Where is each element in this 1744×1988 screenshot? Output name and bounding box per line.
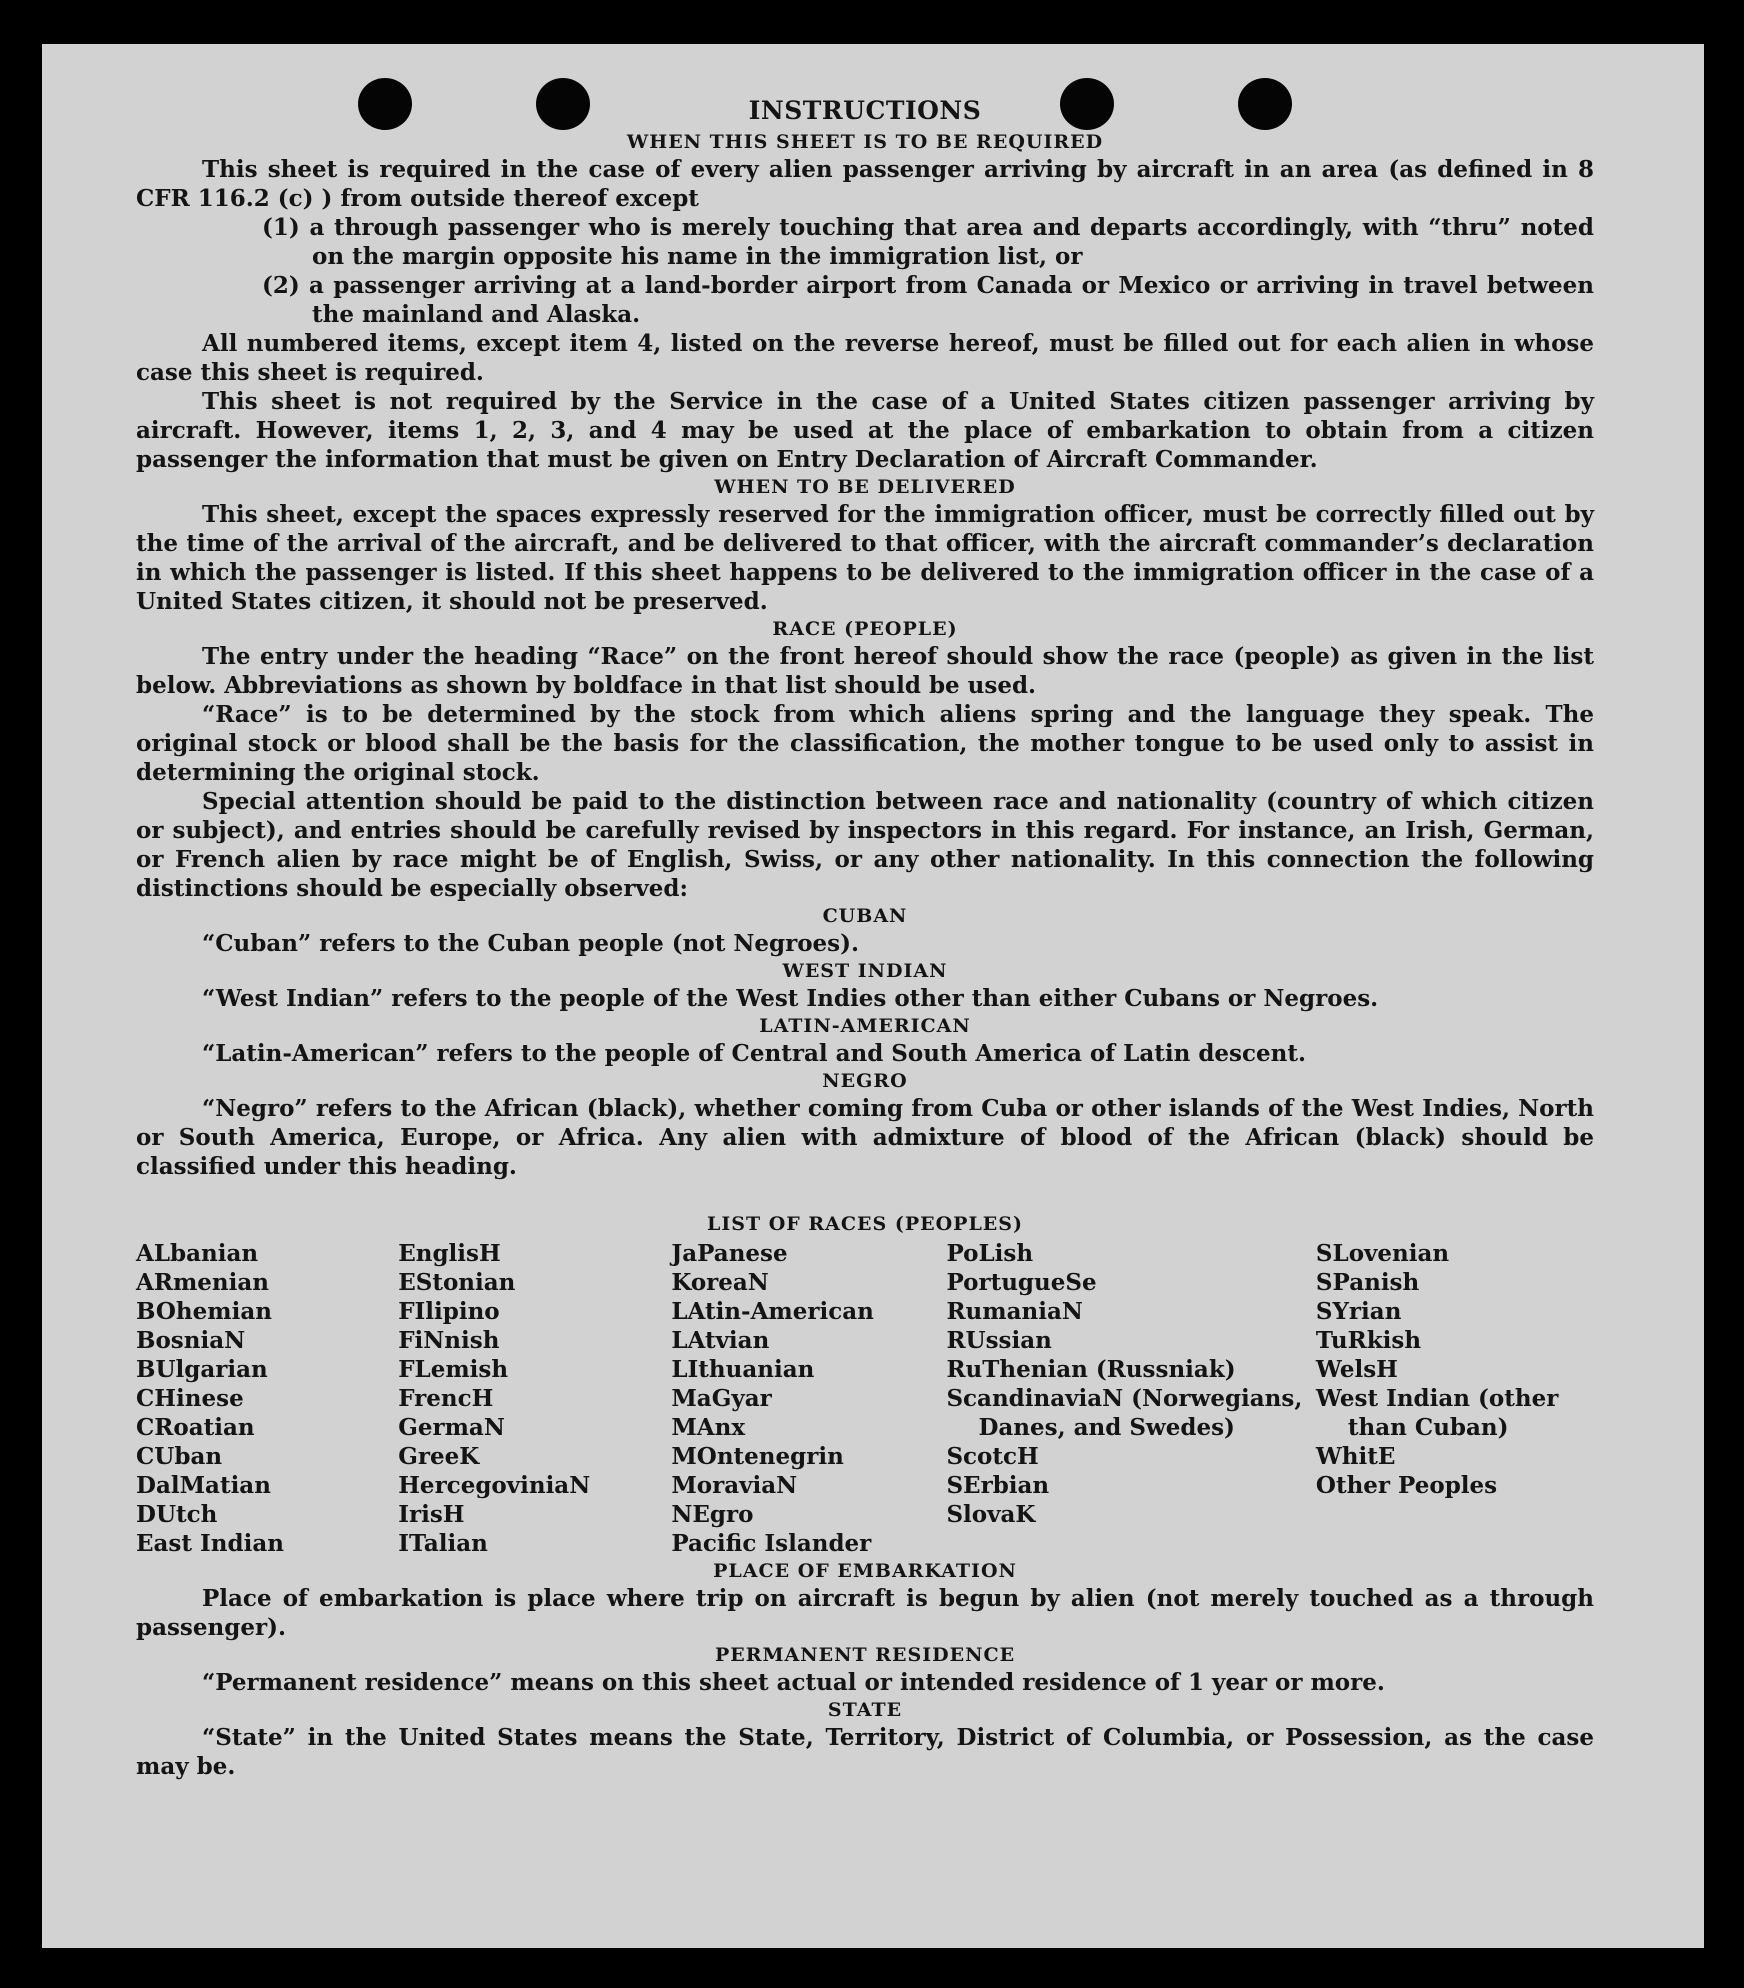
- paragraph: All numbered items, except item 4, listed on the reverse hereof, must be filled out for each alien in whose case this sheet is required.: [136, 330, 1594, 386]
- page-title: INSTRUCTIONS: [748, 96, 982, 125]
- punch-hole: [536, 78, 590, 130]
- section-heading-delivered: WHEN TO BE DELIVERED: [714, 476, 1016, 498]
- punch-hole: [1238, 78, 1292, 130]
- race-item: EnglisH: [398, 1240, 501, 1267]
- race-item: KoreaN: [671, 1269, 769, 1296]
- paragraph: “State” in the United States means the State, Territory, District of Columbia, or Possession, as the case may be.: [136, 1724, 1594, 1780]
- race-item: FLemish: [398, 1356, 509, 1383]
- race-item: SLovenian: [1315, 1240, 1450, 1267]
- list-item: (1) a through passenger who is merely touching that area and departs accordingly, with “thru” noted on the margin opposite his name in the immigration list, or: [262, 214, 1594, 270]
- race-item: West Indian (other than Cuban): [1315, 1385, 1559, 1441]
- race-item: BOhemian: [136, 1298, 272, 1325]
- paragraph: This sheet is not required by the Service in the case of a United States citizen passenger arriving by aircraft. However, items 1, 2, 3, and 4 may be used at the place of embarkation to obtain from a citizen passenger the information that must be given on Entry Declaration of Aircraft Commander.: [136, 388, 1594, 473]
- section-heading-residence: PERMANENT RESIDENCE: [714, 1644, 1016, 1666]
- race-item: Pacific Islander: [671, 1530, 872, 1557]
- race-item: MOntenegrin: [671, 1443, 844, 1470]
- paragraph: Special attention should be paid to the distinction between race and nationality (country of which citizen or subject), and entries should be carefully revised by inspectors in this regard. For instance, an Irish, German, or French alien by race might be of English, Swiss, or any other nationality. In this connection the following distinctions should be especially observed:: [136, 788, 1594, 902]
- race-item: DUtch: [136, 1501, 218, 1528]
- section-heading-state: STATE: [827, 1699, 903, 1721]
- document-page: [42, 44, 1704, 1948]
- race-item: MoraviaN: [671, 1472, 798, 1499]
- race-item: WelsH: [1315, 1356, 1398, 1383]
- races-list: [136, 1239, 1594, 1558]
- race-item: CUban: [136, 1443, 223, 1470]
- race-item: FrencH: [398, 1385, 494, 1412]
- race-item: JaPanese: [671, 1240, 788, 1267]
- race-item: Other Peoples: [1315, 1472, 1498, 1499]
- race-item: SErbian: [946, 1472, 1050, 1499]
- race-item: RuThenian (Russniak): [946, 1356, 1236, 1383]
- race-item: BUlgarian: [136, 1356, 268, 1383]
- race-item: MAnx: [671, 1414, 746, 1441]
- section-heading-latin-american: LATIN-AMERICAN: [759, 1015, 971, 1037]
- section-heading-races-list: LIST OF RACES (PEOPLES): [707, 1213, 1023, 1235]
- race-item: PortugueSe: [946, 1269, 1097, 1296]
- race-item: CHinese: [136, 1385, 244, 1412]
- race-item: ALbanian: [136, 1240, 259, 1267]
- section-heading-embarkation: PLACE OF EMBARKATION: [713, 1560, 1017, 1582]
- section-heading-race: RACE (PEOPLE): [772, 618, 958, 640]
- race-item: GreeK: [398, 1443, 480, 1470]
- paragraph: This sheet, except the spaces expressly reserved for the immigration officer, must be correctly filled out by the time of the arrival of the aircraft, and be delivered to that officer, with the aircraft commander’s declaration in which the passenger is listed. If this sheet happens to be delivered to the immigration officer in the case of a United States citizen, it should not be preserved.: [136, 501, 1594, 615]
- race-item: SPanish: [1315, 1269, 1420, 1296]
- section-heading-required: WHEN THIS SHEET IS TO BE REQUIRED: [626, 131, 1104, 153]
- races-column-2: [398, 1239, 671, 1558]
- paragraph: “Latin-American” refers to the people of Central and South America of Latin descent.: [202, 1040, 1306, 1067]
- list-item: (2) a passenger arriving at a land-border airport from Canada or Mexico or arriving in travel between the mainland and Alaska.: [262, 272, 1594, 328]
- race-item: IrisH: [398, 1501, 465, 1528]
- races-column-3: [671, 1239, 946, 1558]
- race-item: NEgro: [671, 1501, 754, 1528]
- paragraph: This sheet is required in the case of every alien passenger arriving by aircraft in an area (as defined in 8 CFR 116.2 (c) ) from outside thereof except: [136, 156, 1594, 212]
- race-item: ARmenian: [136, 1269, 270, 1296]
- race-item: DalMatian: [136, 1472, 271, 1499]
- race-item: LIthuanian: [671, 1356, 815, 1383]
- section-heading-west-indian: WEST INDIAN: [782, 960, 948, 982]
- race-item: SlovaK: [946, 1501, 1036, 1528]
- paragraph: “Negro” refers to the African (black), whether coming from Cuba or other islands of the West Indies, North or South America, Europe, or Africa. Any alien with admixture of blood of the African (black) should be classified under this heading.: [136, 1095, 1594, 1180]
- race-item: WhitE: [1315, 1443, 1396, 1470]
- race-item: HercegoviniaN: [398, 1472, 591, 1499]
- race-item: TuRkish: [1315, 1327, 1422, 1354]
- paragraph: “West Indian” refers to the people of the West Indies other than either Cubans or Negroes.: [202, 985, 1379, 1012]
- race-item: CRoatian: [136, 1414, 255, 1441]
- punch-hole: [358, 78, 412, 130]
- race-item: RUssian: [946, 1327, 1052, 1354]
- section-heading-cuban: CUBAN: [822, 905, 908, 927]
- race-item: ScandinaviaN (Norwegians, Danes, and Swedes): [946, 1385, 1303, 1441]
- races-column-5: [1316, 1239, 1594, 1558]
- race-item: BosniaN: [136, 1327, 246, 1354]
- race-item: LAtin-American: [671, 1298, 874, 1325]
- punch-hole: [1060, 78, 1114, 130]
- race-item: EStonian: [398, 1269, 516, 1296]
- race-item: East Indian: [136, 1530, 284, 1557]
- race-item: PoLish: [946, 1240, 1034, 1267]
- race-item: RumaniaN: [946, 1298, 1083, 1325]
- race-item: ITalian: [398, 1530, 488, 1557]
- section-heading-negro: NEGRO: [822, 1070, 908, 1092]
- race-item: GermaN: [398, 1414, 505, 1441]
- paragraph: “Permanent residence” means on this sheet actual or intended residence of 1 year or more.: [202, 1669, 1385, 1696]
- race-item: ScotcH: [946, 1443, 1039, 1470]
- races-column-4: [946, 1239, 1315, 1558]
- race-item: FIlipino: [398, 1298, 500, 1325]
- race-item: FiNnish: [398, 1327, 500, 1354]
- race-item: SYrian: [1315, 1298, 1402, 1325]
- paragraph: The entry under the heading “Race” on the front hereof should show the race (people) as given in the list below. Abbreviations as shown by boldface in that list should be used.: [136, 643, 1594, 699]
- race-item: MaGyar: [671, 1385, 772, 1412]
- paragraph: “Cuban” refers to the Cuban people (not Negroes).: [202, 930, 860, 957]
- paragraph: Place of embarkation is place where trip on aircraft is begun by alien (not merely touched as a through passenger).: [136, 1585, 1594, 1641]
- paragraph: “Race” is to be determined by the stock from which aliens spring and the language they speak. The original stock or blood shall be the basis for the classification, the mother tongue to be used only to assist in determining the original stock.: [136, 701, 1594, 786]
- race-item: LAtvian: [671, 1327, 770, 1354]
- races-column-1: [136, 1239, 398, 1558]
